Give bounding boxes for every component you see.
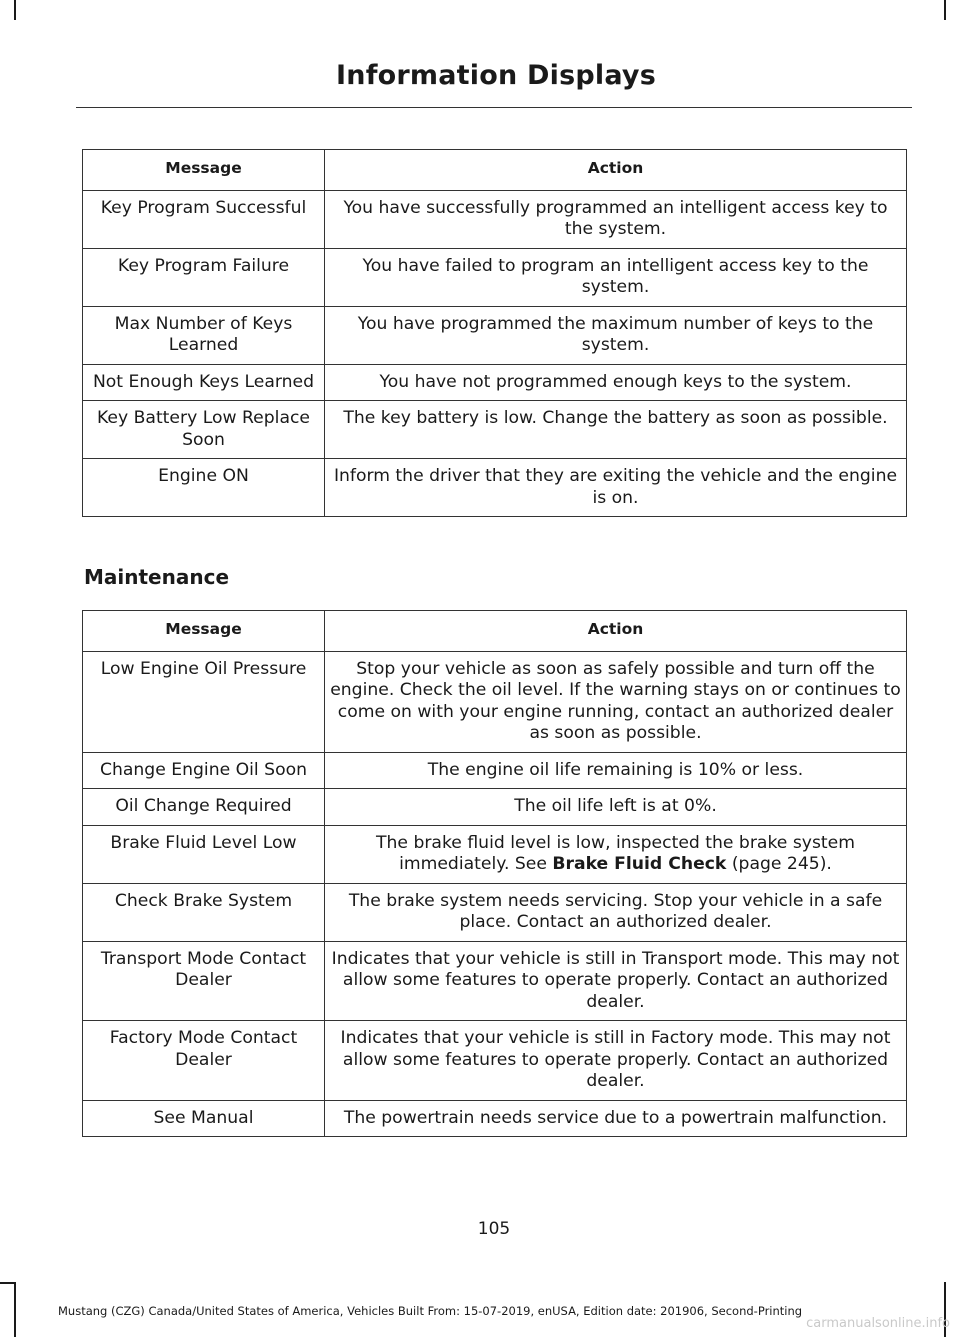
action-text: (page 245). xyxy=(726,854,832,874)
page-number: 105 xyxy=(477,1219,511,1239)
edition-footer: Mustang (CZG) Canada/United States of America, Vehicles Built From: 15-07-2019, enUSA, Edition date: 201906, Second-Printing xyxy=(58,1304,803,1318)
action-cell: Inform the driver that they are exiting the vehicle and the engine is on. xyxy=(325,459,907,517)
action-cell: You have programmed the maximum number of keys to the system. xyxy=(325,306,907,364)
action-cell: Indicates that your vehicle is still in Transport mode. This may not allow some features to operate properly. Contact an authorized dealer. xyxy=(325,941,907,1021)
message-cell: See Manual xyxy=(83,1100,325,1137)
action-cell: You have not programmed enough keys to the system. xyxy=(325,364,907,401)
crop-mark-top-right xyxy=(944,0,946,20)
message-cell: Oil Change Required xyxy=(83,789,325,826)
column-header-message: Message xyxy=(83,150,325,191)
table-row xyxy=(83,941,907,1021)
message-cell: Not Enough Keys Learned xyxy=(83,364,325,401)
table-row xyxy=(83,752,907,789)
table-row xyxy=(83,459,907,517)
message-cell: Check Brake System xyxy=(83,883,325,941)
action-text: The brake fluid level is low, inspected the brake system immediately. See xyxy=(376,832,855,874)
page-header xyxy=(76,60,912,108)
message-cell: Engine ON xyxy=(83,459,325,517)
action-cell xyxy=(325,825,907,883)
action-cell: Indicates that your vehicle is still in Factory mode. This may not allow some features to operate properly. Contact an authorized dealer. xyxy=(325,1021,907,1101)
action-cell: The engine oil life remaining is 10% or less. xyxy=(325,752,907,789)
table-header-row xyxy=(83,150,907,191)
section-heading-maintenance: Maintenance xyxy=(84,565,230,589)
table-row xyxy=(83,364,907,401)
key-messages-table xyxy=(82,149,907,517)
table-header-row xyxy=(83,611,907,652)
message-cell: Key Program Failure xyxy=(83,248,325,306)
action-cell: The key battery is low. Change the battery as soon as possible. xyxy=(325,401,907,459)
action-cell: The oil life left is at 0%. xyxy=(325,789,907,826)
table-row xyxy=(83,248,907,306)
watermark: carmanualsonline.info xyxy=(806,1316,950,1331)
column-header-action: Action xyxy=(325,150,907,191)
table-row xyxy=(83,789,907,826)
message-cell: Key Battery Low Replace Soon xyxy=(83,401,325,459)
table-row xyxy=(83,401,907,459)
message-cell: Transport Mode Contact Dealer xyxy=(83,941,325,1021)
message-cell: Brake Fluid Level Low xyxy=(83,825,325,883)
crop-mark-bottom-left xyxy=(14,1282,16,1337)
table-row xyxy=(83,883,907,941)
action-cell: You have failed to program an intelligent access key to the system. xyxy=(325,248,907,306)
page-title: Information Displays xyxy=(336,60,656,91)
crop-mark-bottom-left-h xyxy=(0,1282,16,1284)
message-cell: Change Engine Oil Soon xyxy=(83,752,325,789)
action-cell: Stop your vehicle as soon as safely possible and turn off the engine. Check the oil level. If the warning stays on or continues to come on with your engine running, contact an authorized dealer as soon as possible. xyxy=(325,651,907,752)
table-row xyxy=(83,651,907,752)
column-header-message: Message xyxy=(83,611,325,652)
message-cell: Factory Mode Contact Dealer xyxy=(83,1021,325,1101)
crop-mark-top-left xyxy=(14,0,16,20)
message-cell: Low Engine Oil Pressure xyxy=(83,651,325,752)
table-row xyxy=(83,825,907,883)
maintenance-messages-table xyxy=(82,610,907,1137)
action-cell: The brake system needs servicing. Stop your vehicle in a safe place. Contact an authorized dealer. xyxy=(325,883,907,941)
table-row xyxy=(83,190,907,248)
action-cell: The powertrain needs service due to a powertrain malfunction. xyxy=(325,1100,907,1137)
message-cell: Max Number of Keys Learned xyxy=(83,306,325,364)
table-row xyxy=(83,1100,907,1137)
table-row xyxy=(83,306,907,364)
action-cell: You have successfully programmed an intelligent access key to the system. xyxy=(325,190,907,248)
table-row xyxy=(83,1021,907,1101)
page-reference-link[interactable]: Brake Fluid Check xyxy=(552,854,727,874)
message-cell: Key Program Successful xyxy=(83,190,325,248)
column-header-action: Action xyxy=(325,611,907,652)
